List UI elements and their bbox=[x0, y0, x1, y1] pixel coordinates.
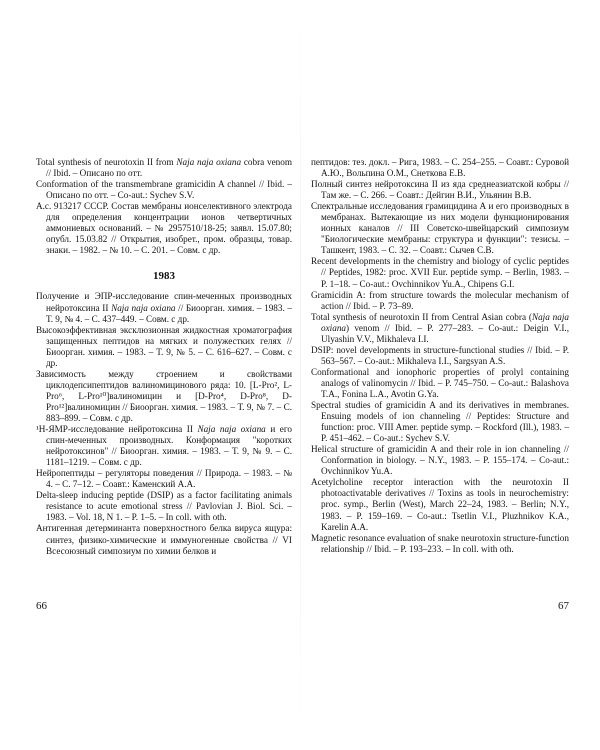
page-fold bbox=[300, 0, 301, 750]
bibliography-entry: Полный синтез нейротоксина II из яда среднеазиатской кобры // Там же. – С. 266. – Соавт.: Дейгин В.И., Ульянин В.В. bbox=[311, 179, 569, 201]
bibliography-entry: ¹H-ЯМР-исследование нейротоксина II Naja naja oxiana и его спин-меченных производных. Конформация "коротких нейротоксинов" // Биоорган. химия. – 1983. – Т. 9, № 9. – С. 1181–1219. – Совм. с др. bbox=[36, 424, 292, 468]
page-number-right: 67 bbox=[558, 600, 569, 612]
bibliography-entry: Conformation of the transmembrane gramicidin A channel // Ibid. – Описано по отт. – Co-aut.: Sychev S.V. bbox=[36, 179, 292, 201]
bibliography-entry: пептидов: тез. докл. – Рига, 1983. – С. 254–255. – Соавт.: Суровой А.Ю., Вольпина О.М., Снеткова Е.В. bbox=[311, 157, 569, 179]
bibliography-entry: Total synthesis of neurotoxin II from Naja naja oxiana cobra venom // Ibid. – Описано по отт. bbox=[36, 157, 292, 179]
bibliography-entry: Magnetic resonance evaluation of snake neurotoxin structure-function relationship // Ibid. – P. 193–233. – In coll. with oth. bbox=[311, 532, 569, 554]
bibliography-entry: Зависимость между строением и свойствами циклодепсипептидов валиномицинового ряда: 10. [L-Pro², L-Pro⁶, L-Pro¹⁰]валиномицин и [D-Pro⁴, D-Pro⁸, D-Pro¹²]валиномицин // Биоорган. химия. – 1983. – Т. 9, № 7. – С. 883–899. – Совм. с др. bbox=[36, 368, 292, 423]
page-number-left: 66 bbox=[36, 600, 47, 612]
bibliography-entry: Total synthesis of neurotoxin II from Central Asian cobra (Naja naja oxiana) venom // Ibid. – P. 277–283. – Co-aut.: Deigin V.I., Ulyashin V.V., Mikhaleva I.I. bbox=[311, 311, 570, 344]
bibliography-entry: Spectral studies of gramicidin A and its derivatives in membranes. Ensuing models of ion channeling // Peptides: Structure and function: proc. VIII Amer. peptide symp. – Rockford (Ill.), 1983. – P. 451–462. – Co-aut.: Sychev S.V. bbox=[311, 400, 569, 444]
bibliography-entry: Delta-sleep inducing peptide (DSIP) as a factor facilitating animals resistance to acute emotional stress // Pavlovian J. Biol. Sci. – 1983. – Vol. 18, N 1. – P. 1–5. – In coll. with oth. bbox=[36, 490, 292, 523]
bibliography-entry: Conformational and ionophoric properties of prolyl containing analogs of valinomycin // Ibid. – P. 745–750. – Co-aut.: Balashova T.A., Fonina L.A., Avotin G.Ya. bbox=[311, 366, 569, 399]
bibliography-entry: Recent developments in the chemistry and biology of cyclic peptides // Peptides, 1982: proc. XVII Eur. peptide symp. – Berlin, 1983. – P. 1–18. – Co-aut.: Ovchinnikov Yu.A., Chipens G.I. bbox=[311, 256, 569, 289]
entries-before-year bbox=[36, 157, 292, 256]
bibliography-entry: Нейропептиды – регуляторы поведения // Природа. – 1983. – № 4. – С. 7–12. – Соавт.: Каменский А.А. bbox=[36, 468, 292, 490]
left-page bbox=[36, 157, 292, 557]
right-page bbox=[311, 157, 569, 555]
bibliography-entry: Helical structure of gramicidin A and their role in ion channeling // Conformation in biology. – N.Y., 1983. – P. 155–174. – Co-aut.: Ovchinnikov Yu.A. bbox=[311, 444, 569, 477]
entries-after-year bbox=[36, 291, 292, 556]
bibliography-entry: Антигенная детерминанта поверхностного белка вируса ящура: синтез, физико-химические и иммуногенные свойства // VI Всесоюзный симпозиум по химии белков и bbox=[36, 523, 292, 556]
bibliography-entry: Acetylcholine receptor interaction with the neurotoxin II photoactivatable derivatives // Toxins as tools in neurochemistry: proc. symp., Berlin (West), March 22–24, 1983. – Berlin; N.Y., 1983. – P. 159–169. – Co-aut.: Tsetlin V.I., Pluzhnikov K.A., Karelin A.A. bbox=[311, 477, 569, 532]
bibliography-entry: А.с. 913217 СССР. Состав мембраны ионселективного электрода для определения концентрации ионов четвертичных аммониевых оснований. – № 2957510/18-25; заявл. 15.07.80; опубл. 15.03.82 // Открытия, изобрет., пром. образцы, товар. знаки. – 1982. – № 10. – С. 201. – Совм. с др. bbox=[36, 201, 292, 256]
bibliography-entry: Gramicidin A: from structure towards the molecular mechanism of action // Ibid. – P. 73–89. bbox=[311, 289, 569, 311]
bibliography-entry: Спектральные исследования грамицидина А и его производных в мембранах. Вытекающие из них модели функционирования ионных каналов // III Советско-швейцарский симпозиум "Биологические мембраны: структура и функции": тезисы. – Ташкент, 1983. – С. 32. – Соавт.: Сычев С.В. bbox=[311, 201, 569, 256]
year-heading: 1983 bbox=[153, 270, 175, 283]
bibliography-entry: DSIP: novel developments in structure-functional studies // Ibid. – P. 563–567. – Co-aut.: Mikhaleva I.I., Sargsyan A.S. bbox=[311, 344, 569, 366]
bibliography-entry: Высокоэффективная эксклюзионная жидкостная хроматография защищенных пептидов на мягких и полужестких гелях // Биоорган. химия. – 1983. – Т. 9, № 5. – С. 616–627. – Совм. с др. bbox=[36, 324, 292, 368]
bibliography-entry: Получение и ЭПР-исследование спин-меченных производных нейротоксина II Naja naja oxiana // Биоорган. химия. – 1983. – Т. 9, № 4. – С. 437–449. – Совм. с др. bbox=[36, 291, 292, 324]
